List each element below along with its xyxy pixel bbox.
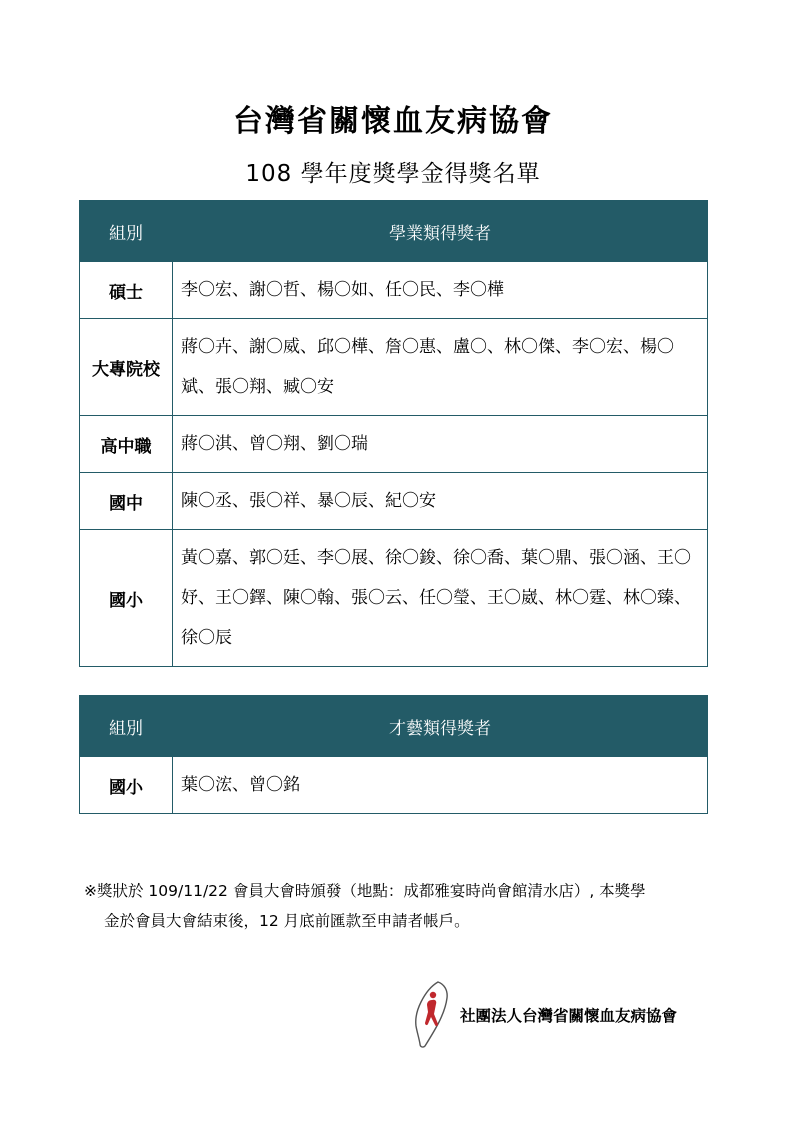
names-cell: 黃〇嘉、郭〇廷、李〇展、徐〇鋑、徐〇喬、葉〇鼎、張〇涵、王〇妤、王〇鐸、陳〇翰、張〇云、任〇瑩、王〇崴、林〇霆、林〇臻、徐〇辰 [173, 530, 708, 667]
footer-signature [408, 980, 728, 1050]
column-header-academic: 學業類得獎者 [173, 201, 708, 262]
names-cell: 葉〇浤、曾〇銘 [173, 757, 708, 814]
table-row [80, 319, 708, 416]
table-row [80, 473, 708, 530]
group-cell: 大專院校 [80, 319, 173, 416]
talent-awards-table [79, 695, 708, 814]
column-header-group: 組別 [80, 696, 173, 757]
page-subtitle: 108 學年度獎學金得獎名單 [245, 161, 541, 187]
organization-name: 社團法人台灣省關懷血友病協會 [460, 1007, 678, 1025]
note-line-1: ※獎狀於 109/11/22 會員大會時頒發（地點：成都雅宴時尚會館清水店）, 本獎學 [84, 882, 646, 900]
table-row [80, 757, 708, 814]
academic-awards-table [79, 200, 708, 667]
group-cell: 國中 [80, 473, 173, 530]
column-header-group: 組別 [80, 201, 173, 262]
table-row [80, 262, 708, 319]
table-header-row [80, 201, 708, 262]
names-cell: 蔣〇淇、曾〇翔、劉〇瑞 [173, 416, 708, 473]
award-note [84, 876, 704, 936]
group-cell: 高中職 [80, 416, 173, 473]
group-cell: 國小 [80, 530, 173, 667]
group-cell: 碩士 [80, 262, 173, 319]
taiwan-map-logo-icon [408, 980, 454, 1050]
table-row [80, 416, 708, 473]
table-header-row [80, 696, 708, 757]
names-cell: 李〇宏、謝〇哲、楊〇如、任〇民、李〇樺 [173, 262, 708, 319]
column-header-talent: 才藝類得獎者 [173, 696, 708, 757]
table-row [80, 530, 708, 667]
names-cell: 蔣〇卉、謝〇威、邱〇樺、詹〇惠、盧〇、林〇傑、李〇宏、楊〇斌、張〇翔、臧〇安 [173, 319, 708, 416]
group-cell: 國小 [80, 757, 173, 814]
page-title: 台灣省關懷血友病協會 [233, 104, 553, 139]
note-line-2: 金於會員大會結束後，12 月底前匯款至申請者帳戶。 [104, 912, 470, 930]
names-cell: 陳〇丞、張〇祥、暴〇辰、紀〇安 [173, 473, 708, 530]
